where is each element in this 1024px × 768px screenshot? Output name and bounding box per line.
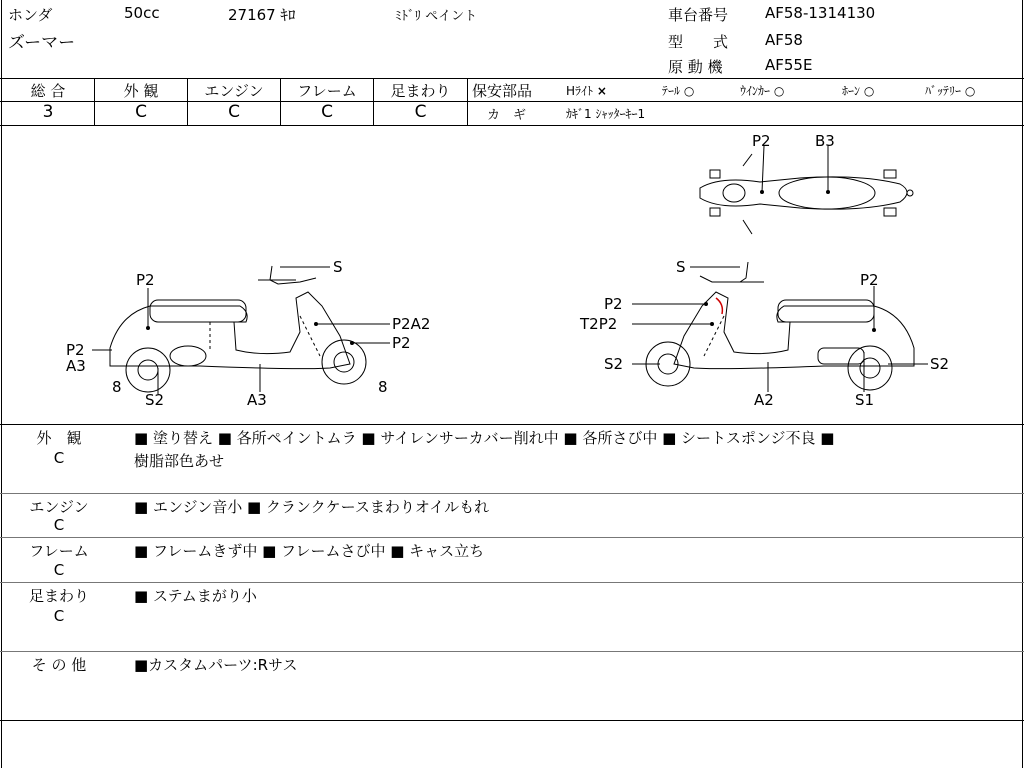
remark-grade: C [53,607,65,625]
damage-label: P2 [752,132,771,150]
damage-label: S [676,258,686,276]
damage-label: T2P2 [580,315,618,333]
damage-label: B3 [815,132,835,150]
remark-text: ■ 塗り替え ■ 各所ペイントムラ ■ サイレンサーカバー削れ中 ■ 各所さび中 ■ シートスポンジ不良 ■ [134,429,835,447]
remark-text: 樹脂部色あせ [134,452,225,470]
safety-item: ｳｲﾝｶｰ ○ [740,84,785,98]
remark-text: ■ フレームきず中 ■ フレームさび中 ■ キャス立ち [134,542,485,560]
remark-text: ■ ステムまがり小 [134,587,257,605]
damage-mark [716,298,722,314]
damage-label: A3 [247,391,267,409]
grade-value-total: 3 [42,102,54,122]
damage-label: P2A2 [392,315,431,333]
safety-item: ﾃｰﾙ ○ [662,84,695,98]
grade-label-total: 総 合 [30,82,66,100]
displacement: 50cc [124,4,160,22]
damage-label: P2 [66,341,85,359]
grade-label-frame: フレーム [297,82,357,100]
maker: ホンダ [8,6,53,24]
remark-grade: C [53,561,65,579]
remark-label: 外 観 [36,429,82,447]
divider [0,651,1024,652]
grade-value-suspension: C [414,102,427,122]
damage-label: A3 [66,357,86,375]
remark-label: エンジン [29,498,89,516]
grade-value-frame: C [321,102,333,122]
mileage: 27167 ｷﾛ [228,6,296,24]
damage-label: 8 [112,378,122,396]
divider [0,537,1024,538]
key-label: カ ギ [487,108,527,123]
color: ﾐﾄﾞﾘ ペイント [395,9,478,24]
damage-label: P2 [136,271,155,289]
damage-label: S1 [855,391,875,409]
divider [0,424,1024,425]
damage-label: S2 [930,355,950,373]
divider [0,78,1024,79]
remark-label: そ の 他 [31,656,87,674]
damage-label: P2 [392,334,411,352]
engine-label: 原 動 機 [668,58,723,76]
divider [467,78,468,125]
remark-label: フレーム [29,542,89,560]
damage-label: S2 [604,355,624,373]
remark-text: ■ エンジン音小 ■ クランクケースまわりオイルもれ [134,498,490,516]
damage-label: A2 [754,391,774,409]
safety-item: ﾊﾞｯﾃﾘｰ ○ [925,84,976,98]
remark-grade: C [53,516,65,534]
remark-grade: C [53,449,65,467]
damage-label: P2 [604,295,623,313]
damage-diagram [0,126,1024,424]
scooter-top-view [700,154,913,234]
type-label: 型 式 [668,33,729,51]
status-mark: ○ [863,84,875,98]
type-value: AF58 [765,31,803,49]
grade-label-suspension: 足まわり [390,82,451,100]
frame-no-label: 車台番号 [668,6,729,24]
divider [0,493,1024,494]
model-name: ズーマー [8,33,76,53]
grade-value-exterior: C [135,102,147,122]
remark-text: ■カスタムパーツ:Rサス [134,656,298,674]
damage-label: S2 [145,391,165,409]
status-mark: ○ [964,84,976,98]
damage-label: S [333,258,343,276]
safety-item: ﾎｰﾝ ○ [842,84,875,98]
grade-label-engine: エンジン [204,82,264,100]
remark-label: 足まわり [28,587,89,605]
key-value: ｶｷﾞ1 ｼｬｯﾀｰｷｰ1 [566,107,646,121]
safety-label: 保安部品 [472,82,533,100]
damage-label: 8 [378,378,388,396]
grade-label-exterior: 外 観 [123,82,159,100]
divider [0,720,1024,721]
status-mark: ○ [773,84,785,98]
frame-no: AF58-1314130 [765,4,876,22]
engine-value: AF55E [765,56,813,74]
divider [0,582,1024,583]
status-mark: × [596,84,607,98]
damage-label: P2 [860,271,879,289]
safety-item: Hﾗｲﾄ × [566,84,607,98]
status-mark: ○ [683,84,695,98]
divider [467,101,1022,102]
grade-value-engine: C [228,102,240,122]
